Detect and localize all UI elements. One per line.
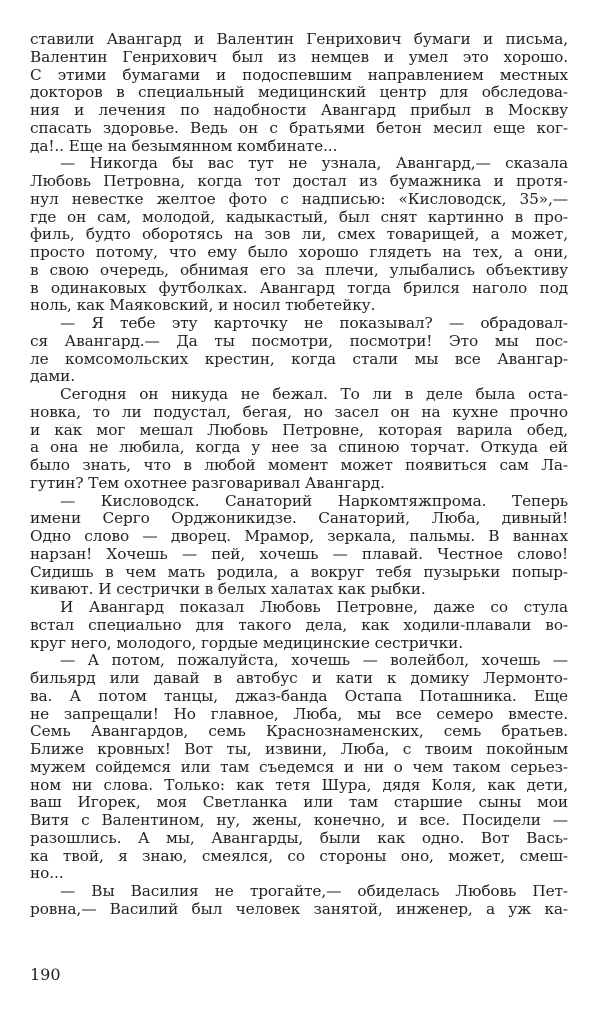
text-line: нул невестке желтое фото с надписью: «Кисловодск, 35»,— [30,189,568,208]
text-line: ровна,— Василий был человек занятой, инженер, а уж ка- [30,899,568,918]
paragraph [30,386,568,493]
text-line: не запрещали! Но главное, Люба, мы все семеро вместе. [30,704,568,723]
text-line: но... [30,864,64,883]
text-line: дами. [30,367,75,386]
text-line: Валентин Генрихович был из немцев и умел это хорошо. [30,47,568,66]
text-line: ния и лечения по надобности Авангард прибыл в Москву [30,101,568,119]
text-line: имени Серго Орджоникидзе. Санаторий, Люба, дивный! [30,509,568,528]
text-line: — Никогда бы вас тут не узнала, Авангард,— сказала [60,154,568,173]
paragraph [30,315,568,386]
text-line: да!.. Еще на безымянном комбинате... [30,136,338,155]
text-line: Семь Авангардов, семь Краснознаменских, семь братьев. [30,722,568,741]
text-line: Ближе кровных! Вот ты, извини, Люба, с твоим покойным [30,740,568,758]
text-line: — Я тебе эту карточку не показывал? — обрадовал- [60,314,568,332]
text-line: где он сам, молодой, кадыкастый, был снят картинно в про- [30,207,568,226]
text-line: ном ни слова. Только: как тетя Шура, дядя Коля, как дети, [30,775,568,794]
text-line: — Вы Василия не трогайте,— обиделась Любовь Пет- [60,882,568,900]
text-line: нарзан! Хочешь — пей, хочешь — плавай. Честное слово! [30,544,568,563]
text-line: Сидишь в чем мать родила, а вокруг тебя пузырьки попыр- [30,562,568,581]
text-line: докторов в специальный медицинский центр для обследова- [30,83,568,102]
page-body-text [30,31,568,919]
text-line: спасать здоровье. Ведь он с братьями бетон месил еще ког- [30,118,568,137]
text-line: было знать, что в любой момент может появиться сам Ла- [30,456,568,474]
text-line: разошлись. А мы, Авангарды, были как одно. Вот Вась- [30,828,568,847]
text-line: Любовь Петровна, когда тот достал из бумажника и протя- [30,172,568,190]
text-line: ноль, как Маяковский, и носил тюбетейку. [30,296,376,315]
text-line: гутин? Тем охотнее разговаривал Авангард. [30,473,385,492]
paragraph [30,883,568,919]
text-line: встал специально для такого дела, как ходили-плавали во- [30,615,568,634]
paragraph [30,493,568,600]
text-line: просто потому, что ему было хорошо глядеть на тех, а они, [30,243,568,261]
paragraph [30,31,568,155]
text-line: ваш Игорек, моя Светланка или там старшие сыны мои [30,793,568,812]
paragraph [30,652,568,883]
text-line: ка твой, я знаю, смеялся, со стороны оно, может, смеш- [30,846,568,865]
paragraph [30,599,568,652]
text-line: ся Авангард.— Да ты посмотри, посмотри! Это мы пос- [30,331,568,350]
text-line: — А потом, пожалуйста, хочешь — волейбол, хочешь — [60,651,568,670]
text-line: — Кисловодск. Санаторий Наркомтяжпрома. Теперь [60,491,568,510]
text-line: а она не любила, когда у нее за спиною торчат. Откуда ей [30,438,568,457]
text-line: и как мог мешал Любовь Петровне, которая варила обед, [30,420,568,439]
text-line: кивают. И сестрички в белых халатах как рыбки. [30,580,426,599]
paragraph [30,155,568,315]
text-line: Одно слово — дворец. Мрамор, зеркала, пальмы. В ваннах [30,527,568,545]
text-line: новка, то ли подустал, бегая, но засел он на кухне прочно [30,402,568,421]
text-line: ва. А потом танцы, джаз-банда Остапа Поташника. Еще [30,686,568,705]
text-line: в одинаковых футболках. Авангард тогда брился наголо под [30,278,568,297]
text-line: С этими бумагами и подоспевшим направлением местных [30,65,568,84]
text-line: бильярд или давай в автобус и кати к домику Лермонто- [30,669,568,687]
text-line: Сегодня он никуда не бежал. То ли в деле была оста- [60,385,568,403]
text-line: филь, будто оборотясь на зов ли, смех товарищей, а может, [30,225,568,244]
text-line: И Авангард показал Любовь Петровне, даже со стула [60,598,568,616]
text-line: ле комсомольских крестин, когда стали мы все Авангар- [30,349,568,368]
text-line: круг него, молодого, гордые медицинские сестрички. [30,633,463,652]
text-line: ставили Авангард и Валентин Генрихович бумаги и письма, [30,30,568,48]
text-line: мужем сойдемся или там съедемся и ни о чем таком серьез- [30,757,568,776]
page-number: 190 [30,965,61,984]
text-line: Витя с Валентином, ну, жены, конечно, и все. Посидели — [30,811,568,829]
text-line: в свою очередь, обнимая его за плечи, улыбались объективу [30,260,568,279]
